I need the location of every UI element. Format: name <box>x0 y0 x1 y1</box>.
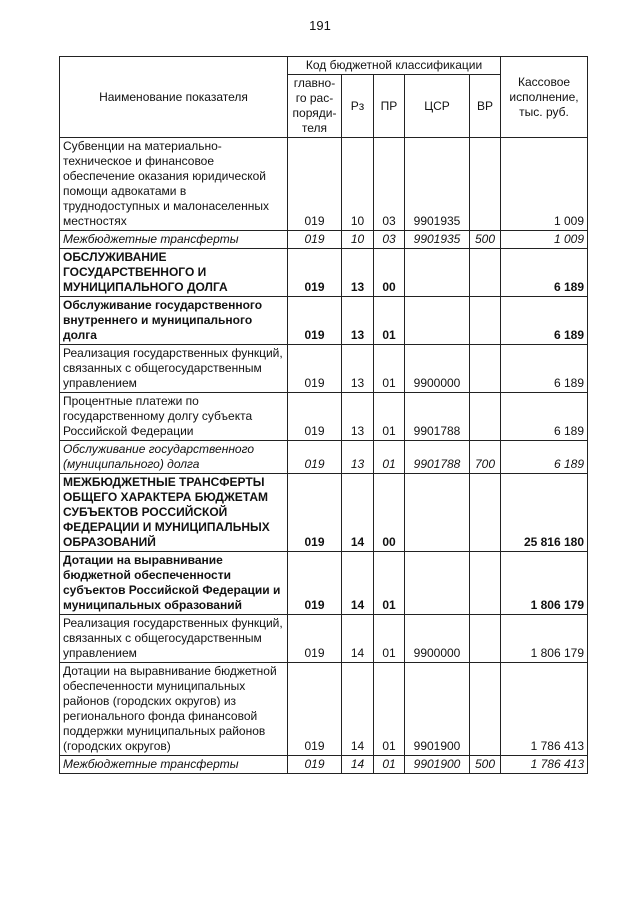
cell-grbs: 019 <box>288 663 342 756</box>
table-row <box>60 138 588 231</box>
cell-amount: 1 009 <box>501 231 588 249</box>
cell-name: ОБСЛУЖИВАНИЕ ГОСУДАРСТВЕННОГО И МУНИЦИПАЛЬНОГО ДОЛГА <box>60 249 288 297</box>
cell-rz: 14 <box>342 474 374 552</box>
cell-rz: 13 <box>342 441 374 474</box>
table-row <box>60 615 588 663</box>
cell-name: Дотации на выравнивание бюджетной обеспеченности муниципальных районов (городских округов) из регионального фонда финансовой поддержки муниципальных районов (городских округов) <box>60 663 288 756</box>
header-vr: ВР <box>470 75 501 138</box>
cell-grbs: 019 <box>288 393 342 441</box>
cell-grbs: 019 <box>288 756 342 774</box>
cell-rz: 14 <box>342 615 374 663</box>
cell-vr <box>470 552 501 615</box>
cell-name: Реализация государственных функций, связанных с общегосударственным управлением <box>60 615 288 663</box>
cell-csr <box>405 552 470 615</box>
cell-vr <box>470 474 501 552</box>
cell-grbs: 019 <box>288 231 342 249</box>
cell-csr: 9900000 <box>405 345 470 393</box>
table-row <box>60 297 588 345</box>
cell-vr <box>470 249 501 297</box>
cell-name: Обслуживание государственного внутреннего и муниципального долга <box>60 297 288 345</box>
cell-csr: 9901900 <box>405 663 470 756</box>
cell-grbs: 019 <box>288 552 342 615</box>
cell-rz: 10 <box>342 231 374 249</box>
cell-grbs: 019 <box>288 249 342 297</box>
cell-name: Межбюджетные трансферты <box>60 231 288 249</box>
table-row <box>60 345 588 393</box>
cell-amount: 6 189 <box>501 297 588 345</box>
cell-rz: 13 <box>342 345 374 393</box>
table-row <box>60 393 588 441</box>
table-row <box>60 441 588 474</box>
header-grbs: главно-го рас-поряди-теля <box>288 75 342 138</box>
cell-name: Процентные платежи по государственному долгу субъекта Российской Федерации <box>60 393 288 441</box>
cell-pr: 01 <box>374 393 405 441</box>
cell-amount: 1 806 179 <box>501 552 588 615</box>
table-row <box>60 552 588 615</box>
cell-vr <box>470 663 501 756</box>
cell-amount: 1 806 179 <box>501 615 588 663</box>
cell-grbs: 019 <box>288 474 342 552</box>
cell-name: МЕЖБЮДЖЕТНЫЕ ТРАНСФЕРТЫ ОБЩЕГО ХАРАКТЕРА БЮДЖЕТАМ СУБЪЕКТОВ РОССИЙСКОЙ ФЕДЕРАЦИИ И МУНИЦИПАЛЬНЫХ ОБРАЗОВАНИЙ <box>60 474 288 552</box>
cell-name: Субвенции на материально-техническое и финансовое обеспечение оказания юридической помощи адвокатами в труднодоступных и малонаселенных местностях <box>60 138 288 231</box>
cell-grbs: 019 <box>288 345 342 393</box>
cell-rz: 13 <box>342 249 374 297</box>
page-number: 191 <box>309 18 331 33</box>
cell-rz: 14 <box>342 552 374 615</box>
cell-vr: 500 <box>470 231 501 249</box>
cell-amount: 1 786 413 <box>501 756 588 774</box>
header-csr: ЦСР <box>405 75 470 138</box>
cell-amount: 6 189 <box>501 441 588 474</box>
cell-csr <box>405 474 470 552</box>
cell-amount: 1 786 413 <box>501 663 588 756</box>
cell-amount: 6 189 <box>501 393 588 441</box>
cell-pr: 01 <box>374 756 405 774</box>
cell-name: Реализация государственных функций, связанных с общегосударственным управлением <box>60 345 288 393</box>
cell-grbs: 019 <box>288 297 342 345</box>
header-amount-column: Кассовое исполнение, тыс. руб. <box>501 57 588 138</box>
cell-pr: 01 <box>374 663 405 756</box>
cell-grbs: 019 <box>288 441 342 474</box>
cell-pr: 01 <box>374 615 405 663</box>
cell-name: Обслуживание государственного (муниципального) долга <box>60 441 288 474</box>
cell-csr <box>405 249 470 297</box>
cell-csr: 9900000 <box>405 615 470 663</box>
cell-csr: 9901900 <box>405 756 470 774</box>
cell-name: Дотации на выравнивание бюджетной обеспеченности субъектов Российской Федерации и муниципальных образований <box>60 552 288 615</box>
cell-csr: 9901788 <box>405 441 470 474</box>
cell-amount: 1 009 <box>501 138 588 231</box>
cell-pr: 01 <box>374 297 405 345</box>
cell-vr <box>470 615 501 663</box>
header-rz: Рз <box>342 75 374 138</box>
cell-csr: 9901935 <box>405 138 470 231</box>
cell-pr: 01 <box>374 552 405 615</box>
cell-amount: 25 816 180 <box>501 474 588 552</box>
cell-vr: 500 <box>470 756 501 774</box>
table-row <box>60 663 588 756</box>
cell-csr <box>405 297 470 345</box>
cell-csr: 9901788 <box>405 393 470 441</box>
header-name-column: Наименование показателя <box>60 57 288 138</box>
cell-pr: 03 <box>374 231 405 249</box>
table-row <box>60 756 588 774</box>
table-row <box>60 474 588 552</box>
cell-pr: 03 <box>374 138 405 231</box>
cell-pr: 00 <box>374 474 405 552</box>
table-row <box>60 249 588 297</box>
cell-amount: 6 189 <box>501 249 588 297</box>
cell-amount: 6 189 <box>501 345 588 393</box>
cell-vr <box>470 345 501 393</box>
cell-csr: 9901935 <box>405 231 470 249</box>
cell-pr: 01 <box>374 441 405 474</box>
cell-rz: 13 <box>342 297 374 345</box>
cell-rz: 14 <box>342 663 374 756</box>
cell-vr <box>470 138 501 231</box>
header-classification-group: Код бюджетной классификации <box>288 57 501 75</box>
budget-table <box>59 56 588 774</box>
cell-pr: 01 <box>374 345 405 393</box>
table-body <box>60 138 588 774</box>
cell-vr <box>470 393 501 441</box>
cell-rz: 13 <box>342 393 374 441</box>
cell-vr <box>470 297 501 345</box>
cell-pr: 00 <box>374 249 405 297</box>
cell-rz: 14 <box>342 756 374 774</box>
header-pr: ПР <box>374 75 405 138</box>
cell-grbs: 019 <box>288 615 342 663</box>
table-row <box>60 231 588 249</box>
cell-vr: 700 <box>470 441 501 474</box>
cell-grbs: 019 <box>288 138 342 231</box>
cell-name: Межбюджетные трансферты <box>60 756 288 774</box>
cell-rz: 10 <box>342 138 374 231</box>
